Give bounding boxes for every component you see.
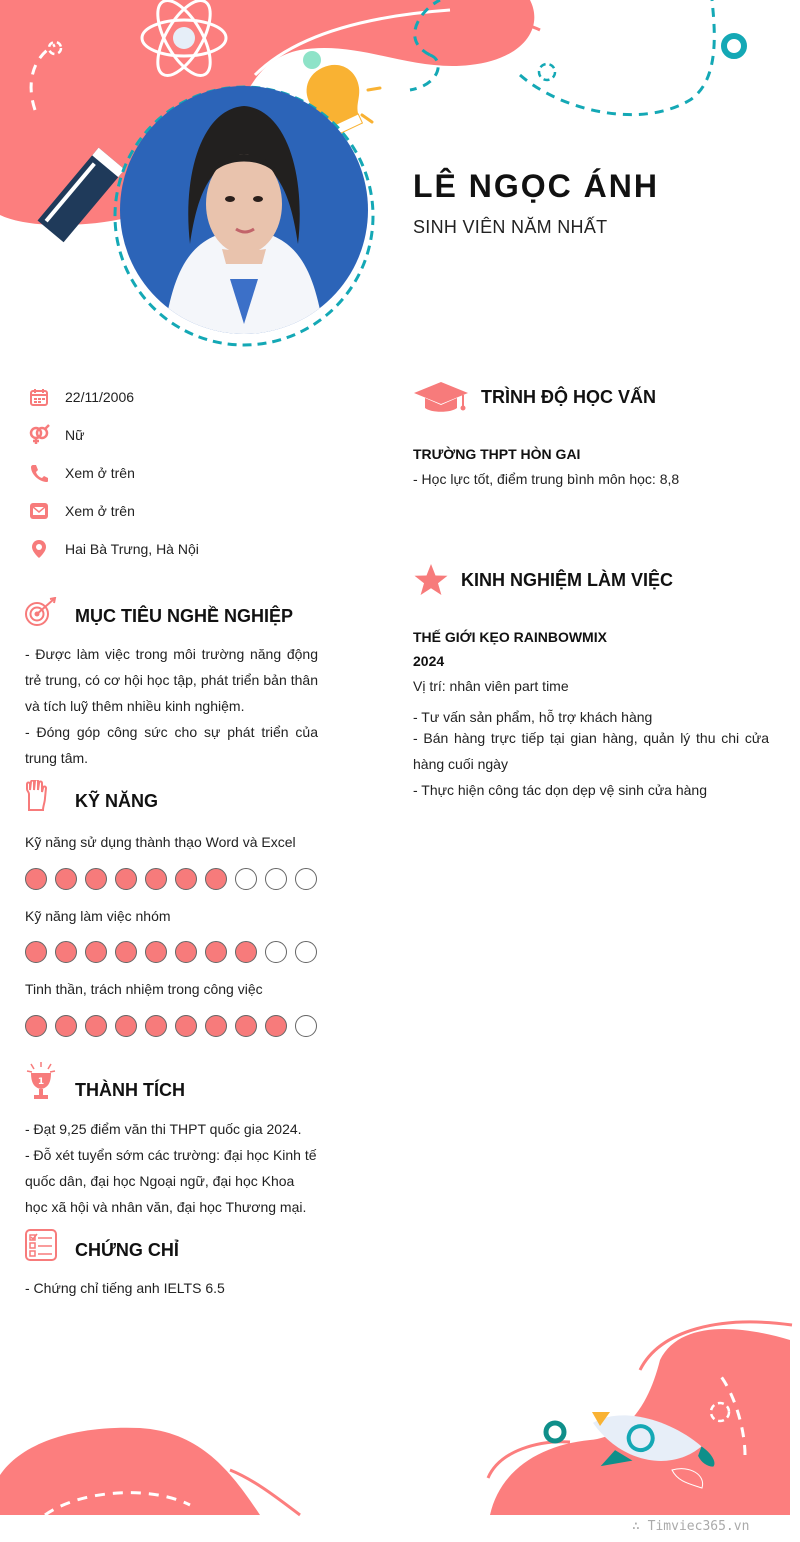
achievements-title: THÀNH TÍCH <box>75 1080 185 1100</box>
work-task: - Bán hàng trực tiếp tại gian hàng, quản lý thu chi cửa hàng cuối ngày <box>413 730 769 772</box>
rating-dot-empty <box>295 941 317 963</box>
skill-name: Kỹ năng sử dụng thành thạo Word và Excel <box>25 834 296 850</box>
rating-dot-filled <box>55 941 77 963</box>
email-text: Xem ở trên <box>65 503 135 519</box>
company-name: THẾ GIỚI KẸO RAINBOWMIX <box>413 629 607 645</box>
avatar <box>112 84 376 348</box>
rating-dot-filled <box>25 941 47 963</box>
rating-dot-empty <box>265 941 287 963</box>
rating-dot-filled <box>145 868 167 890</box>
watermark: ∴ Timviec365.vn <box>632 1519 750 1534</box>
rating-dot-empty <box>295 868 317 890</box>
rating-dot-filled <box>235 1015 257 1037</box>
rating-dot-filled <box>85 1015 107 1037</box>
contact-email <box>28 499 135 523</box>
rating-dot-filled <box>115 868 137 890</box>
hand-icon <box>25 780 47 817</box>
dob-text: 22/11/2006 <box>65 389 135 405</box>
phone-icon <box>28 462 50 484</box>
skill-name: Tinh thần, trách nhiệm trong công việc <box>25 981 263 997</box>
rating-dot-empty <box>235 868 257 890</box>
rating-dot-filled <box>85 941 107 963</box>
star-icon <box>413 562 449 603</box>
rating-dot-filled <box>235 941 257 963</box>
svg-text:1: 1 <box>37 1077 45 1087</box>
watermark-text: Timviec365.vn <box>647 1519 750 1534</box>
education-title: TRÌNH ĐỘ HỌC VẤN <box>481 387 656 407</box>
school-name: TRƯỜNG THPT HÒN GAI <box>413 446 581 462</box>
phone-text: Xem ở trên <box>65 465 135 481</box>
contact-phone <box>28 461 135 485</box>
rating-dot-empty <box>295 1015 317 1037</box>
rating-dot-filled <box>175 868 197 890</box>
address-text: Hai Bà Trưng, Hà Nội <box>65 541 199 557</box>
rating-dot-filled <box>205 868 227 890</box>
rating-dot-filled <box>55 868 77 890</box>
checklist-icon <box>25 1229 57 1266</box>
rating-dot-empty <box>265 868 287 890</box>
graduation-cap-icon <box>413 380 469 419</box>
skill-name: Kỹ năng làm việc nhóm <box>25 908 171 924</box>
rating-dot-filled <box>55 1015 77 1037</box>
calendar-icon <box>28 386 50 408</box>
contact-address <box>28 537 199 561</box>
rating-dot-filled <box>145 941 167 963</box>
certificates-text: - Chứng chỉ tiếng anh IELTS 6.5 <box>25 1280 225 1296</box>
experience-title: KINH NGHIỆM LÀM VIỆC <box>461 570 674 590</box>
skill-rating <box>25 941 317 963</box>
work-year: 2024 <box>413 653 445 669</box>
skills-title: KỸ NĂNG <box>75 791 159 811</box>
objective-title: MỤC TIÊU NGHỀ NGHIỆP <box>75 606 294 626</box>
rating-dot-filled <box>85 868 107 890</box>
gender-text: Nữ <box>65 427 85 443</box>
rating-dot-filled <box>205 941 227 963</box>
achievements-text: - Đạt 9,25 điểm văn thi THPT quốc gia 2024. - Đỗ xét tuyển sớm các trường: đại học Kinh tế quốc dân, đại học Ngoại ngữ, đại học Khoa học xã hội và nhân văn, đại học Thương mại. <box>25 1121 317 1215</box>
rating-dot-filled <box>175 1015 197 1037</box>
rating-dot-filled <box>115 941 137 963</box>
work-task: - Tư vấn sản phẩm, hỗ trợ khách hàng <box>413 709 653 725</box>
certificates-title: CHỨNG CHỈ <box>75 1240 179 1260</box>
rating-dot-filled <box>265 1015 287 1037</box>
gender-icon <box>28 424 50 446</box>
trophy-icon <box>25 1060 57 1107</box>
location-icon <box>28 538 50 560</box>
rating-dot-filled <box>115 1015 137 1037</box>
contact-gender <box>28 423 84 447</box>
rating-dot-filled <box>25 1015 47 1037</box>
candidate-name: LÊ NGỌC ÁNH <box>413 168 659 204</box>
skill-rating <box>25 868 317 890</box>
rating-dot-filled <box>205 1015 227 1037</box>
school-detail: - Học lực tốt, điểm trung bình môn học: 8,8 <box>413 471 680 487</box>
email-icon <box>28 500 50 522</box>
rating-dot-filled <box>25 868 47 890</box>
objective-text: - Được làm việc trong môi trường năng động trẻ trung, có cơ hội học tập, phát triển bản thân và tích luỹ thêm nhiều kinh nghiệm. - Đóng góp công sức cho sự phát triển của trung tâm. <box>25 646 318 766</box>
skill-rating <box>25 1015 317 1037</box>
work-position: Vị trí: nhân viên part time <box>413 678 569 694</box>
candidate-role: SINH VIÊN NĂM NHẤT <box>413 217 608 237</box>
rating-dot-filled <box>145 1015 167 1037</box>
work-task: - Thực hiện công tác dọn dẹp vệ sinh cửa hàng <box>413 782 708 798</box>
contact-dob <box>28 385 134 409</box>
rating-dot-filled <box>175 941 197 963</box>
target-icon <box>24 597 58 634</box>
